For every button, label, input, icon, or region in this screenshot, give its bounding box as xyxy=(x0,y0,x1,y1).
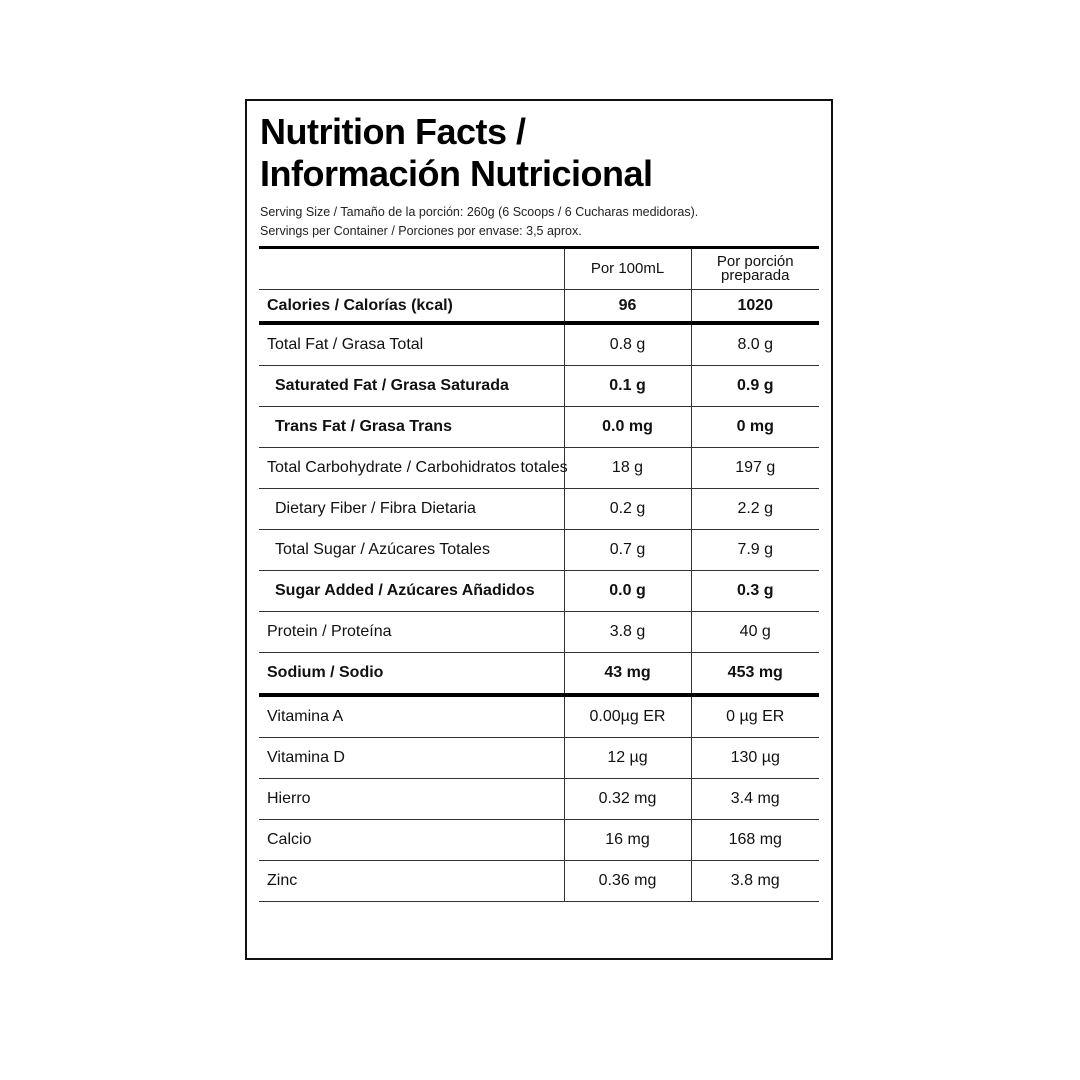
value-per-100ml: 16 mg xyxy=(564,820,691,861)
title-line-english: Nutrition Facts / xyxy=(260,111,526,152)
nutrient-label: Hierro xyxy=(259,779,564,820)
nutrient-label: Sodium / Sodio xyxy=(259,653,564,696)
table-header-row xyxy=(259,249,819,290)
nutrient-label: Sugar Added / Azúcares Añadidos xyxy=(259,571,564,612)
value-per-100ml: 18 g xyxy=(564,448,691,489)
value-per-100ml: 0.32 mg xyxy=(564,779,691,820)
calories-row xyxy=(259,290,819,324)
column-header-per-portion: Por porción preparada xyxy=(691,249,819,290)
nutrient-label: Calcio xyxy=(259,820,564,861)
nutrient-row-total-carbohydrate xyxy=(259,448,819,489)
nutrient-row-sugar-added xyxy=(259,571,819,612)
nutrient-label: Protein / Proteína xyxy=(259,612,564,653)
page-title xyxy=(260,111,653,195)
value-per-100ml: 0.0 g xyxy=(564,571,691,612)
value-per-portion: 1020 xyxy=(691,290,819,324)
nutrient-label: Calories / Calorías (kcal) xyxy=(259,290,564,324)
nutrient-row-total-fat xyxy=(259,323,819,366)
nutrient-label: Saturated Fat / Grasa Saturada xyxy=(259,366,564,407)
vitamin-row-vitamina-a xyxy=(259,695,819,738)
nutrient-label: Vitamina A xyxy=(259,695,564,738)
value-per-portion: 168 mg xyxy=(691,820,819,861)
value-per-portion: 0 mg xyxy=(691,407,819,448)
value-per-portion: 40 g xyxy=(691,612,819,653)
mineral-row-hierro xyxy=(259,779,819,820)
value-per-portion: 130 µg xyxy=(691,738,819,779)
nutrition-facts-label xyxy=(245,99,833,960)
nutrient-label: Total Fat / Grasa Total xyxy=(259,323,564,366)
servings-per-container: Servings per Container / Porciones por envase: 3,5 aprox. xyxy=(260,224,582,238)
nutrient-row-saturated-fat xyxy=(259,366,819,407)
vitamin-row-vitamina-d xyxy=(259,738,819,779)
nutrient-label: Vitamina D xyxy=(259,738,564,779)
nutrient-label: Total Sugar / Azúcares Totales xyxy=(259,530,564,571)
value-per-100ml: 0.7 g xyxy=(564,530,691,571)
serving-size: Serving Size / Tamaño de la porción: 260g (6 Scoops / 6 Cucharas medidoras). xyxy=(260,205,699,219)
nutrition-table xyxy=(259,249,819,902)
value-per-100ml: 0.0 mg xyxy=(564,407,691,448)
value-per-portion: 3.8 mg xyxy=(691,861,819,902)
nutrient-row-total-sugar xyxy=(259,530,819,571)
nutrient-label: Trans Fat / Grasa Trans xyxy=(259,407,564,448)
mineral-row-calcio xyxy=(259,820,819,861)
mineral-row-zinc xyxy=(259,861,819,902)
nutrient-row-protein xyxy=(259,612,819,653)
nutrient-row-dietary-fiber xyxy=(259,489,819,530)
value-per-portion: 0.9 g xyxy=(691,366,819,407)
serving-info xyxy=(260,203,698,241)
nutrient-label: Dietary Fiber / Fibra Dietaria xyxy=(259,489,564,530)
value-per-100ml: 43 mg xyxy=(564,653,691,696)
value-per-portion: 0 µg ER xyxy=(691,695,819,738)
nutrient-label: Total Carbohydrate / Carbohidratos totales xyxy=(259,448,564,489)
value-per-100ml: 96 xyxy=(564,290,691,324)
nutrient-row-trans-fat xyxy=(259,407,819,448)
header-blank-cell xyxy=(259,249,564,290)
value-per-portion: 8.0 g xyxy=(691,323,819,366)
value-per-portion: 453 mg xyxy=(691,653,819,696)
value-per-portion: 197 g xyxy=(691,448,819,489)
value-per-portion: 7.9 g xyxy=(691,530,819,571)
value-per-portion: 2.2 g xyxy=(691,489,819,530)
title-line-spanish: Información Nutricional xyxy=(260,153,653,194)
column-header-per-100ml: Por 100mL xyxy=(564,249,691,290)
nutrient-label: Zinc xyxy=(259,861,564,902)
value-per-100ml: 3.8 g xyxy=(564,612,691,653)
nutrient-row-sodium xyxy=(259,653,819,696)
value-per-100ml: 12 µg xyxy=(564,738,691,779)
value-per-portion: 0.3 g xyxy=(691,571,819,612)
value-per-100ml: 0.1 g xyxy=(564,366,691,407)
value-per-100ml: 0.2 g xyxy=(564,489,691,530)
value-per-100ml: 0.8 g xyxy=(564,323,691,366)
value-per-100ml: 0.00µg ER xyxy=(564,695,691,738)
value-per-100ml: 0.36 mg xyxy=(564,861,691,902)
value-per-portion: 3.4 mg xyxy=(691,779,819,820)
